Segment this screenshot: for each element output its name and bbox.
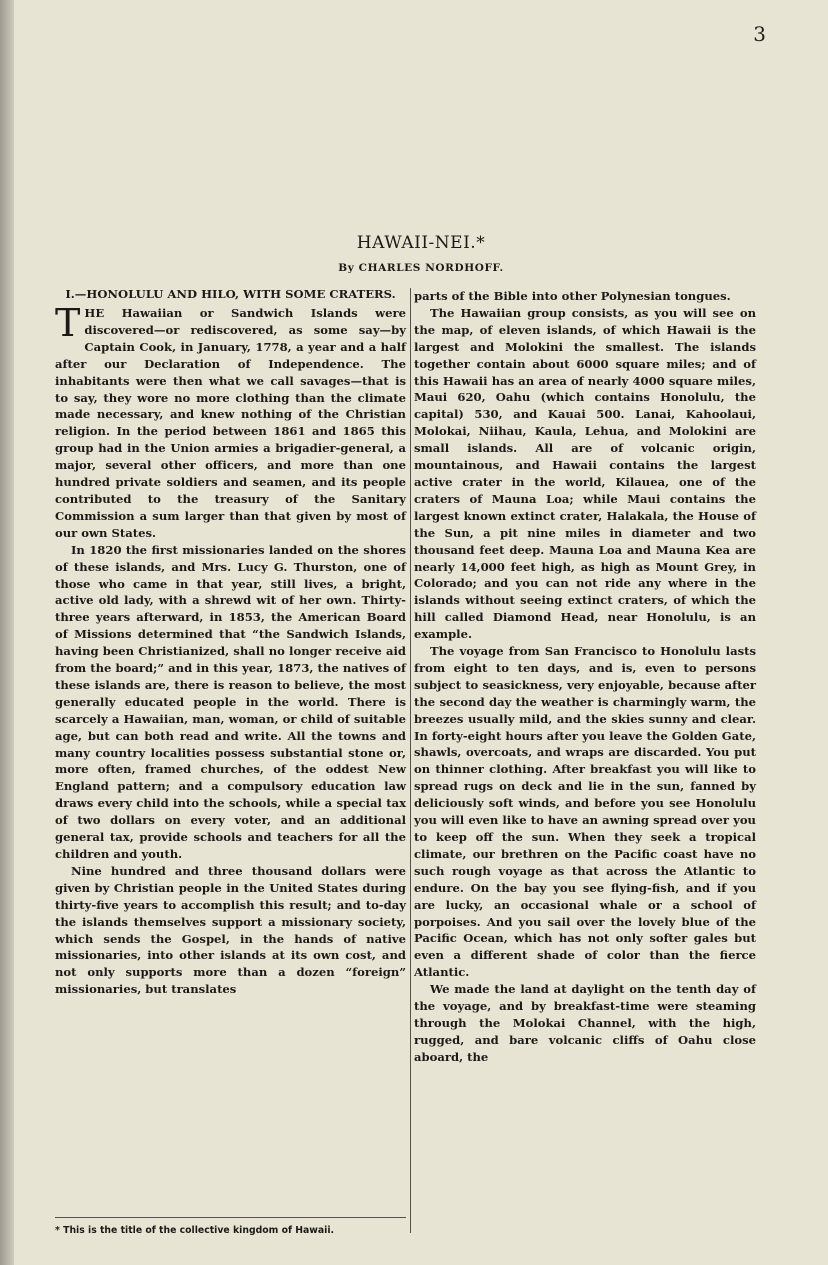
footnote: * This is the title of the collective kingdom of Hawaii. bbox=[55, 1225, 335, 1236]
book-gutter bbox=[0, 0, 14, 1265]
paragraph: The voyage from San Francisco to Honolulu lasts from eight to ten days, and is, even to persons subject to seasickness, very enjoyable, because after the second day the weather is charmingly warm, the breezes usually mild, and the skies sunny and clear. In forty-eight hours after you leave the Golden Gate, shawls, overcoats, and wraps are discarded. You put on thinner clothing. After breakfast you will like to spread rugs on deck and lie in the sun, fanned by deliciously soft winds, and before you see Honolulu you will even like to have an awning spread over you to keep off the sun. When they seek a tropical climate, our brethren on the Pacific coast have no such rough voyage as that across the Atlantic to endure. On the bay you see flying-fish, and if you are lucky, an occasional whale or a school of porpoises. And you sail over the lovely blue of the Pacific Ocean, which has not only softer gales but even a different shade of color than the fierce Atlantic. bbox=[414, 644, 756, 980]
paragraph: We made the land at daylight on the tenth day of the voyage, and by breakfast-time were steaming through the Molokai Channel, with the high, rugged, and bare volcanic cliffs of Oahu close aboard, the bbox=[414, 982, 756, 1064]
page-number: 3 bbox=[753, 22, 766, 46]
left-column bbox=[55, 288, 406, 998]
article-title: HAWAII-NEI.* bbox=[356, 233, 486, 253]
footnote-divider bbox=[55, 1217, 406, 1218]
section-heading: I.—HONOLULU AND HILO, WITH SOME CRATERS. bbox=[65, 287, 396, 301]
column-divider bbox=[410, 288, 411, 1233]
paragraph bbox=[55, 301, 406, 542]
paragraph-text: HE Hawaiian or Sandwich Islands were discovered—or rediscovered, as some say—by Captain Cook, in January, 1778, a year and a half after our Declaration of Independence. The inhabitants were then what we call savages—that is to say, they wore no more clothing than the climate made necessary, and knew nothing of the Christian religion. In the period between 1861 and 1865 this group had in the Union armies a brigadier-general, a major, several other officers, and more than one hundred private soldiers and seamen, and its people contributed to the treasury of the Sanitary Commission a sum larger than that given by most of our own States. bbox=[55, 306, 406, 540]
right-column bbox=[414, 288, 756, 1066]
article-byline: By CHARLES NORDHOFF. bbox=[338, 262, 504, 274]
paragraph: The Hawaiian group consists, as you will see on the map, of eleven islands, of which Hawaii is the largest and Molokini the smallest. The islands together contain about 6000 square miles; and of this Hawaii has an area of nearly 4000 square miles, Maui 620, Oahu (which contains Honolulu, the capital) 530, and Kauai 500. Lanai, Kahoolaui, Molokai, Niihau, Kaula, Lehua, and Molokini are small islands. All are of volcanic origin, mountainous, and Hawaii contains the largest active crater in the world, Kilauea, one of the craters of Mauna Loa; while Maui contains the largest known extinct crater, Halakala, the House of the Sun, a pit nine miles in diameter and two thousand feet deep. Mauna Loa and Mauna Kea are nearly 14,000 feet high, as high as Mount Grey, in Colorado; and you can not ride any where in the islands without seeing extinct craters, of which the hill called Diamond Head, near Honolulu, is an example. bbox=[414, 305, 756, 642]
paragraph: In 1820 the first missionaries landed on the shores of these islands, and Mrs. Lucy G. Thurston, one of those who came in that year, still lives, a bright, active old lady, with a shrewd wit of her own. Thirty-three years afterward, in 1853, the American Board of Missions determined that “the Sandwich Islands, having been Christianized, shall no longer receive aid from the board;” and in this year, 1873, the natives of these islands are, there is reason to believe, the most generally educated people in the world. There is scarcely a Hawaiian, man, woman, or child of suitable age, but can both read and write. All the towns and many country localities possess substantial stone or, more often, framed churches, of the oddest New England pattern; and a compulsory education law draws every child into the schools, while a special tax of two dollars on every voter, and an additional general tax, provide schools and teachers for all the children and youth. bbox=[55, 542, 406, 861]
paragraph: parts of the Bible into other Polynesian tongues. bbox=[414, 289, 731, 303]
drop-cap: T bbox=[55, 301, 81, 345]
paragraph: Nine hundred and three thousand dollars were given by Christian people in the United States during thirty-five years to accomplish this result; and to-day the islands themselves support a missionary society, which sends the Gospel, in the hands of native missionaries, into other islands at its own cost, and not only supports more than a dozen “foreign” missionaries, but translates bbox=[55, 863, 406, 997]
